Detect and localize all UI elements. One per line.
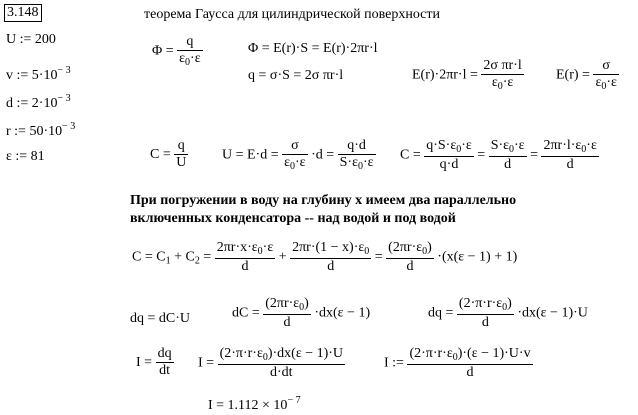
eq-I-3: I := $\frac{(2\cdot\pi\cdot r\cdot\varepsilon_0)\cdot(\varepsilon - 1)\cdot U\cdot v}{d}$	[384, 346, 531, 380]
eq-phi: Φ = $\frac{q}{\varepsilon_0\cdot\varepsilon}$	[152, 34, 201, 69]
eq-C-sum: $C = C_1 + C_2$ = $\frac{2\pi r\cdot x\cdot\varepsilon_0\cdot\varepsilon}{d}$ + $\frac{2\pi r\cdot(1 - x)\cdot\varepsilon_0}{d}$ = $\frac{(2\pi r\cdot\varepsilon_0)}{d}$ ·(x(ε − 1) + 1)	[132, 240, 518, 274]
eq-C2: C = $\frac{q\cdot S\cdot\varepsilon_0\cdot\varepsilon}{q\cdot d}$ = $\frac{S\cdot\varepsilon_0\cdot\varepsilon}{d}$ = $\frac{2\pi r\cdot l\cdot\varepsilon_0\cdot\varepsilon}{d}$	[400, 138, 597, 172]
var-d: d := $2\cdot 10^{- 3}$	[6, 93, 71, 111]
eq-U: U = E·d = $\frac{\sigma}{\varepsilon_0\cdot\varepsilon}$ ·d = $\frac{q\cdot d}{S\cdot\varepsilon_0\cdot\varepsilon}$	[222, 138, 374, 173]
var-eps: ε := 81	[6, 149, 45, 164]
heading: теорема Гаусса для цилиндрической поверхности	[144, 7, 441, 22]
var-v: v := $5\cdot 10^{- 3}$	[6, 65, 71, 83]
eq-dq: dq = dC·U	[130, 311, 191, 326]
eq-I-2: I = $\frac{(2\cdot\pi\cdot r\cdot\varepsilon_0)\cdot dx(\varepsilon - 1)\cdot U}{d\cdot dt}$	[198, 346, 344, 380]
eq-dC: dC = $\frac{(2\pi r\cdot\varepsilon_0)}{d}$ ·dx(ε − 1)	[232, 296, 371, 330]
var-r: r := $50\cdot 10^{- 3}$	[6, 121, 76, 139]
explanation-paragraph: При погружении в воду на глубину х имеем два параллельно включенных конденсатора -- над водой и под водой	[130, 193, 517, 226]
result-I: $I = 1.112 \times 10^{- 7}$	[208, 395, 301, 413]
eq-I-1: I = $\frac{dq}{dt}$	[136, 346, 172, 379]
eq-Er: E(r) = $\frac{\sigma}{\varepsilon_0\cdot\varepsilon}$	[556, 58, 617, 93]
eq-C: C = $\frac{q}{U}$	[150, 138, 187, 171]
eq-E2pirl: E(r)·2πr·l = $\frac{\text{2σ πr·l}}{\varepsilon_0\cdot\varepsilon}$	[412, 58, 522, 93]
var-U: U := 200	[6, 32, 56, 47]
eq-dq-2: dq = $\frac{(2\cdot\pi\cdot r\cdot\varepsilon_0)}{d}$ ·dx(ε − 1)·U	[428, 296, 588, 330]
eq-q: q = σ·S = 2σ πr·l	[248, 68, 344, 83]
eq-phi-2: Φ = E(r)·S = E(r)·2πr·l	[248, 41, 378, 56]
problem-number: 3.148	[4, 4, 42, 22]
